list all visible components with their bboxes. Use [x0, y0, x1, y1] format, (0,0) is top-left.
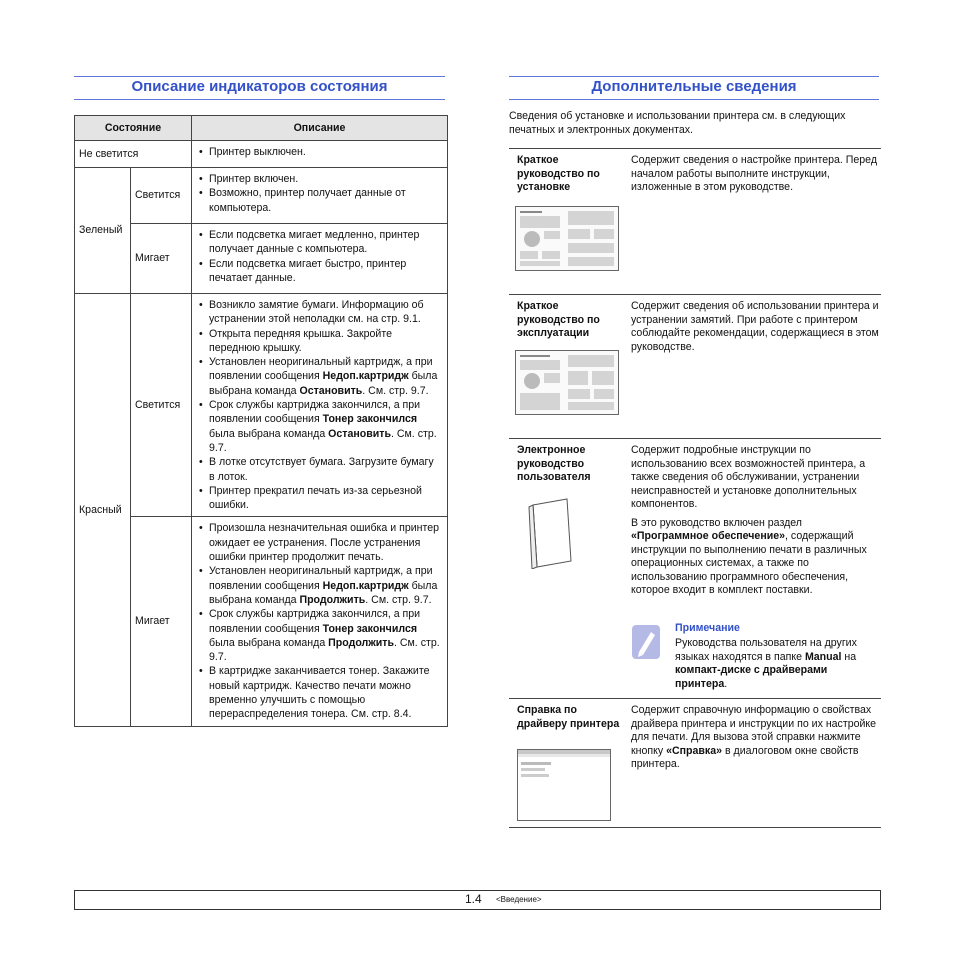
intro-text: Сведения об установке и использовании принтера см. в следующих печатных и электронных документах. — [509, 110, 846, 136]
table-row — [75, 224, 448, 294]
list-item: • Открыта передняя крышка. Закройте переднюю крышку. — [209, 327, 441, 356]
doc-name: Краткое руководство по эксплуатации — [517, 300, 600, 339]
left-section-title: Описание индикаторов состояния — [131, 78, 388, 95]
list-item: • В лотке отсутствует бумага. Загрузите бумагу в лоток. — [209, 455, 441, 484]
substate-green-on: Светится — [131, 168, 192, 224]
note-block — [631, 622, 879, 694]
state-off: Не светится — [75, 141, 192, 168]
substate-green-blink: Мигает — [131, 224, 192, 294]
doc-setup-guide — [509, 148, 881, 295]
right-title-rule-bottom — [509, 99, 879, 100]
list-item: • Принтер включен. — [209, 172, 441, 186]
list-item: • Установлен неоригинальный картридж, а при появлении сообщения Недоп.картридж была выбрана команда Остановить. См. стр. 9.7. — [209, 355, 441, 398]
table-row — [75, 141, 448, 168]
page-footer — [74, 890, 881, 910]
doc-driver-help — [509, 698, 881, 828]
doc-description — [631, 444, 879, 603]
list-item: • Срок службы картриджа закончился, а при появлении сообщения Тонер закончился была выбрана команда Остановить. См. стр. 9.7. — [209, 398, 441, 455]
desc-green-on — [192, 168, 448, 224]
setup-guide-thumbnail-icon — [515, 206, 619, 271]
header-state: Состояние — [75, 116, 192, 141]
doc-paragraph: Содержит подробные инструкции по использованию всех возможностей принтера, а также сведения об обслуживании, устранении неисправностей и установке дополнительных компонентов. — [631, 444, 866, 510]
state-red: Красный — [75, 294, 131, 727]
doc-description: Содержит сведения о настройке принтера. Перед началом работы выполните инструкции, изложенные в этом руководстве. — [631, 154, 878, 193]
list-item: • Если подсветка мигает быстро, принтер печатает данные. — [209, 257, 441, 286]
doc-paragraph: В это руководство включен раздел «Программное обеспечение», содержащий инструкции по выполнению печати в различных операционных системах, а также по использованию программного обеспечения, которое входит в комплект поставки. — [631, 516, 867, 596]
doc-user-guide — [509, 438, 881, 699]
state-green: Зеленый — [75, 168, 131, 294]
doc-name: Краткое руководство по установке — [517, 154, 600, 193]
table-row — [75, 294, 448, 517]
doc-description: Содержит справочную информацию о свойствах драйвера принтера и инструкции по их настройке для печати. Для вызова этой справки нажмите кнопку «Справка» в диалоговом окне свойств принтера. — [631, 704, 877, 770]
list-item: • Установлен неоригинальный картридж, а при появлении сообщения Недоп.картридж была выбрана команда Продолжить. См. стр. 9.7. — [209, 564, 441, 607]
list-item: • Произошла незначительная ошибка и принтер ожидает ее устранения. После устранения ошибки принтер продолжит печать. — [209, 521, 441, 564]
desc-red-on — [192, 294, 448, 517]
left-title-rule-bottom — [74, 99, 445, 100]
list-item: • Возникло замятие бумаги. Информацию об устранении этой неполадки см. на стр. 9.1. — [209, 298, 441, 327]
book-icon — [527, 497, 577, 569]
chapter-name: <Введение> — [496, 895, 542, 904]
list-item: • Срок службы картриджа закончился, а при появлении сообщения Тонер закончился была выбрана команда Продолжить. См. стр. 9.7. — [209, 607, 441, 664]
left-title-rule-top — [74, 76, 445, 77]
desc-green-blink — [192, 224, 448, 294]
operations-guide-thumbnail-icon — [515, 350, 619, 415]
list-item: • Если подсветка мигает медленно, принтер получает данные с компьютера. — [209, 228, 441, 257]
substate-red-on: Светится — [131, 294, 192, 517]
desc-red-blink — [192, 517, 448, 726]
doc-description: Содержит сведения об использовании принтера и устранении замятий. При работе с принтером соблюдайте рекомендации, содержащиеся в этом руководстве. — [631, 300, 879, 353]
help-window-thumbnail-icon — [517, 749, 611, 821]
note-icon — [631, 624, 661, 660]
list-item: • В картридже заканчивается тонер. Закажите новый картридж. Качество печати можно временно улучшить с помощью перераспределения тонера. См. стр. 8.4. — [209, 664, 441, 721]
list-item: • Возможно, принтер получает данные от компьютера. — [209, 186, 441, 215]
right-title-rule-top — [509, 76, 879, 77]
note-text: Руководства пользователя на других языках находятся в папке Manual на компакт-диске с драйверами принтера. — [675, 637, 857, 690]
list-item: • Принтер выключен. — [209, 145, 441, 159]
doc-name: Справка по драйверу принтера — [517, 704, 620, 730]
table-row — [75, 517, 448, 726]
table-row — [75, 168, 448, 224]
right-section-title: Дополнительные сведения — [591, 78, 797, 95]
desc-off — [192, 141, 448, 168]
doc-operations-guide — [509, 294, 881, 439]
header-description: Описание — [192, 116, 448, 141]
table-header-row — [75, 116, 448, 141]
list-item: • Принтер прекратил печать из-за серьезной ошибки. — [209, 484, 441, 513]
status-table — [74, 115, 448, 727]
note-title: Примечание — [675, 622, 740, 634]
substate-red-blink: Мигает — [131, 517, 192, 726]
doc-name: Электронное руководство пользователя — [517, 444, 591, 483]
page-number: 1.4 — [465, 892, 482, 906]
